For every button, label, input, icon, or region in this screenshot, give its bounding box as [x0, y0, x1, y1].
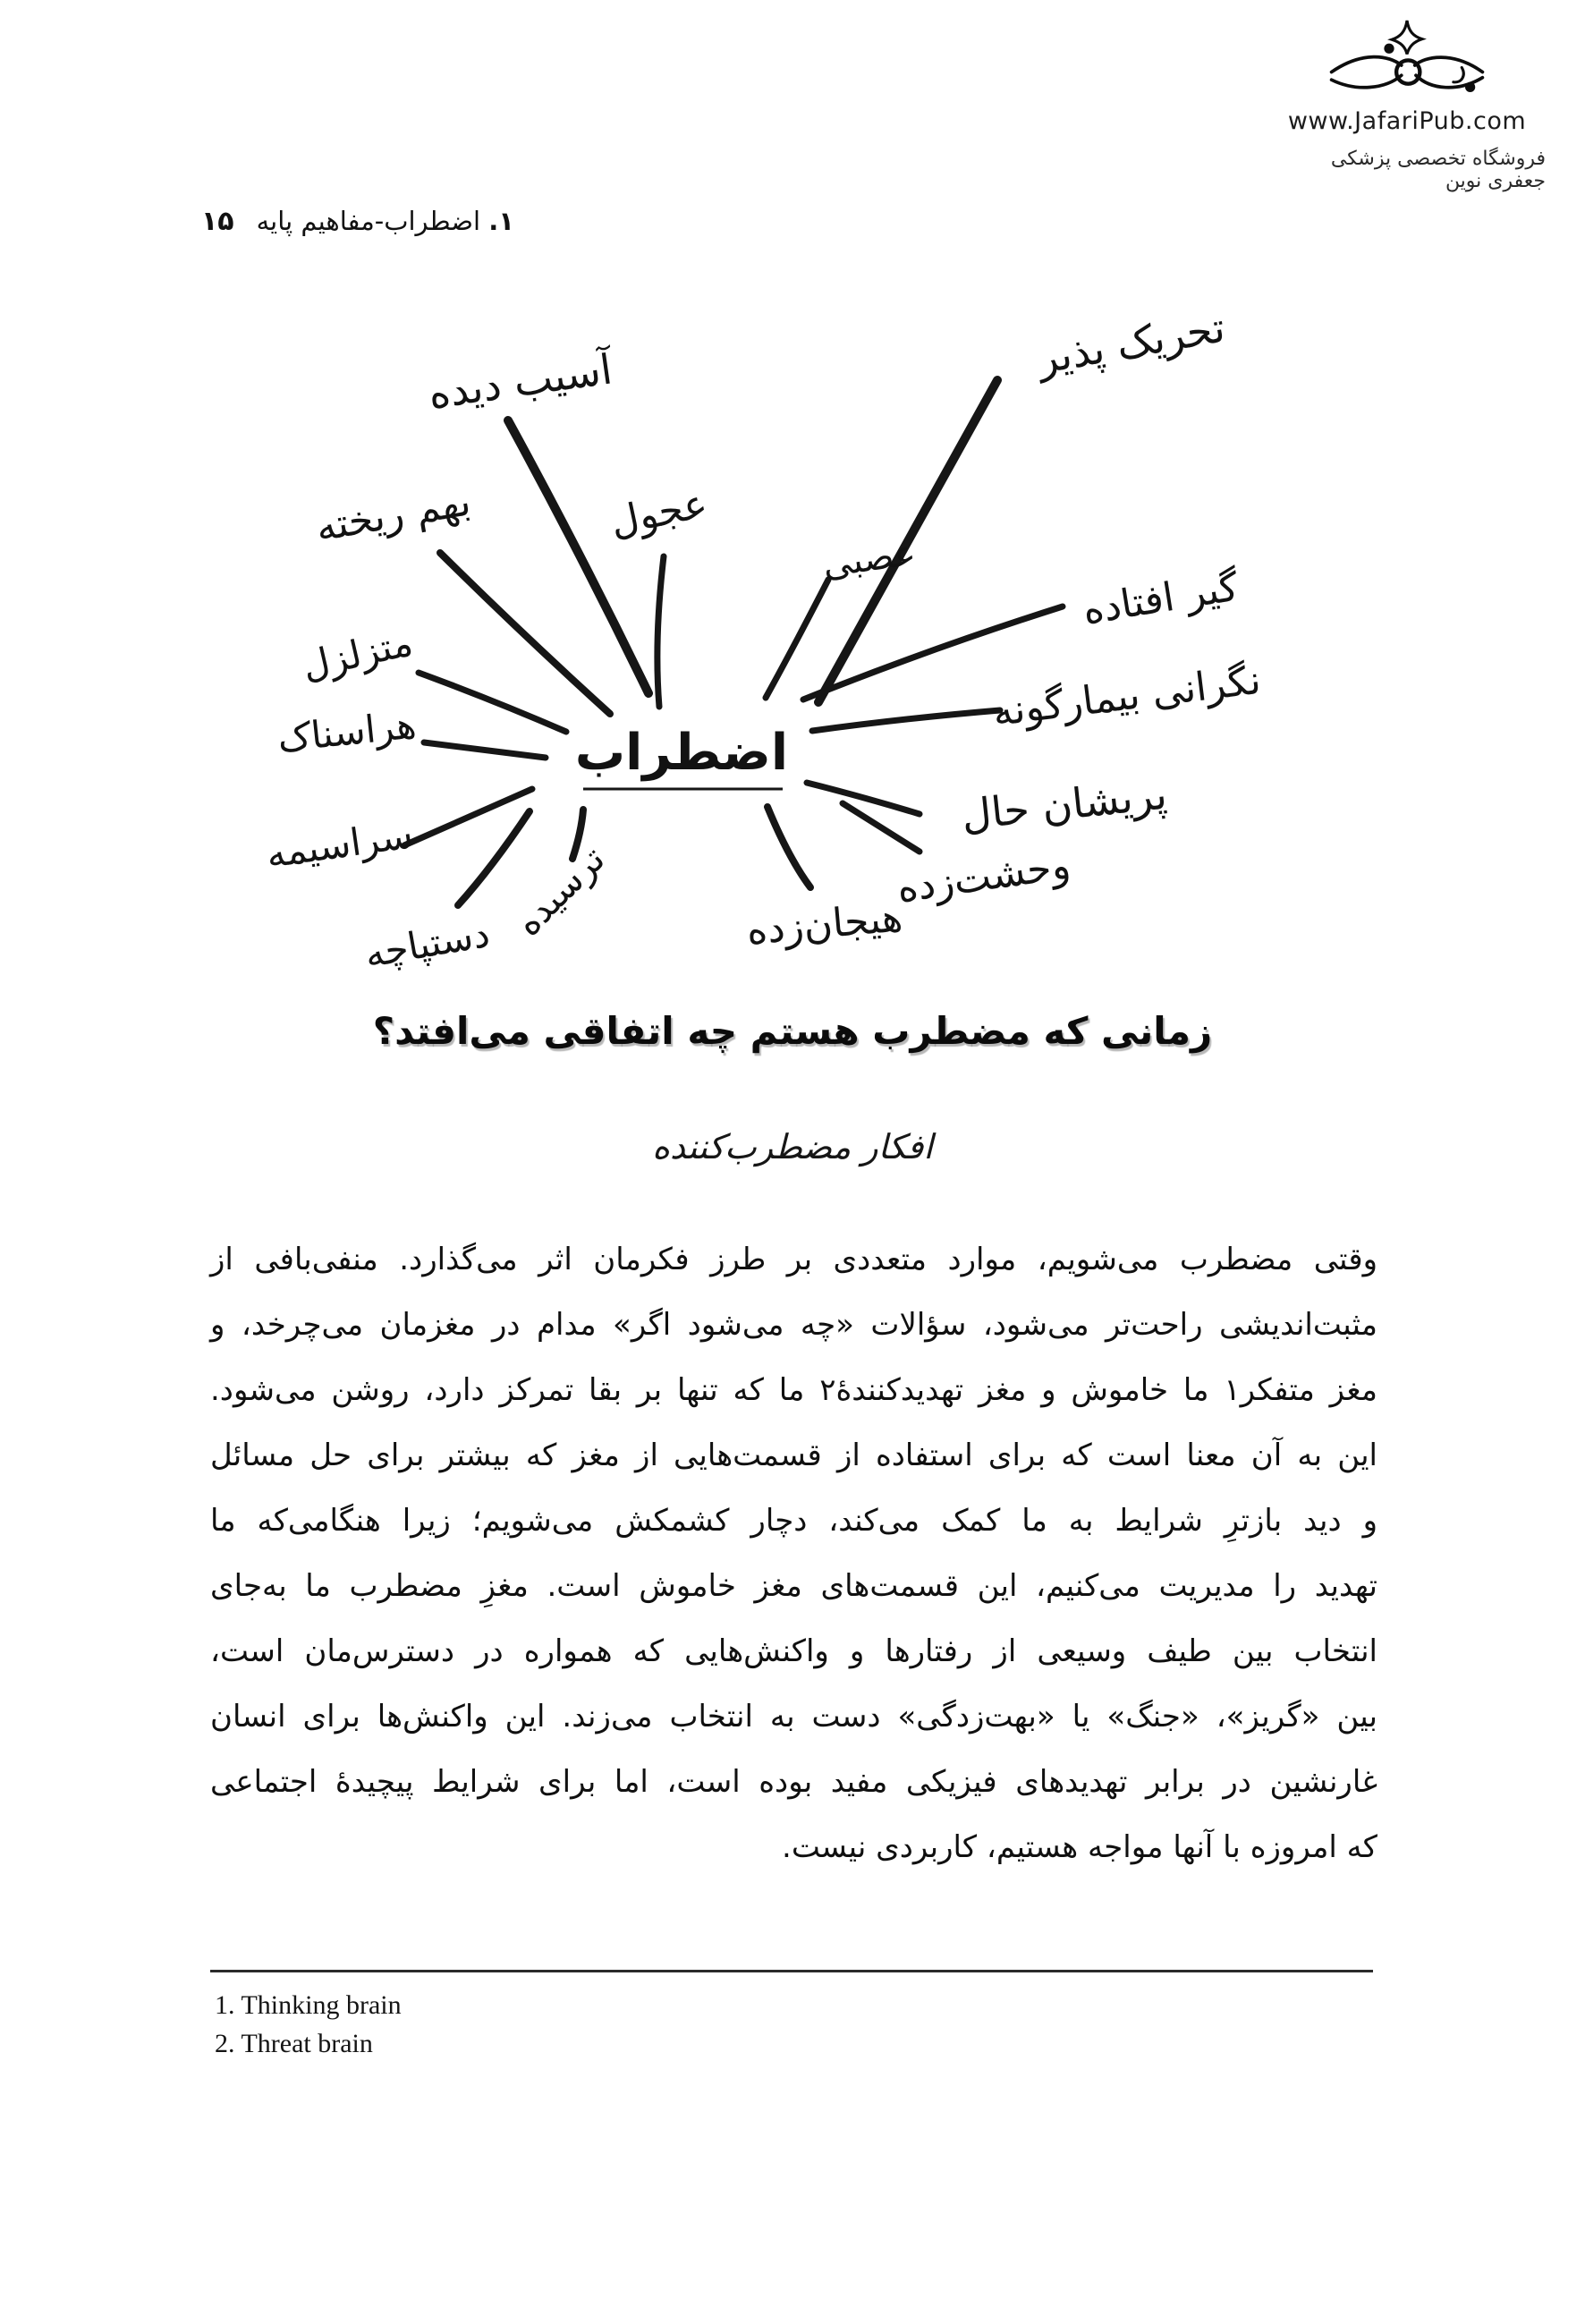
running-header	[201, 206, 514, 237]
node-label: سراسیمه	[263, 812, 416, 877]
node-label: تحریک پذیر	[1033, 302, 1229, 384]
node-label: پریشان حال	[959, 769, 1169, 840]
sub-heading: افکار مضطرب‌کننده	[652, 1127, 933, 1166]
footnote-item: 2. Threat brain	[215, 2029, 373, 2058]
publisher-logo	[1268, 16, 1546, 192]
publisher-caption: فروشگاه تخصصی پزشکی جعفری نوین	[1330, 148, 1546, 192]
body-line: مثبت‌اندیشی راحت‌تر می‌شود، سؤالات «چه می‌شود اگر» مدام در مغزمان می‌چرخد، و	[210, 1307, 1377, 1343]
node-label: دستپاچه	[361, 911, 493, 977]
node-label: عجول	[606, 480, 712, 546]
section-heading: زمانی که مضطرب هستم چه اتفاقی می‌افتد؟	[372, 1009, 1213, 1053]
chapter-number: ۱.	[488, 206, 514, 236]
chapter-reference	[257, 206, 514, 236]
mindmap-node-labels	[264, 303, 1264, 978]
node-label: گیر افتاده	[1080, 564, 1242, 634]
node-label: هراسناک	[275, 702, 419, 761]
mindmap-center-label: اضطراب	[574, 724, 789, 783]
footnote-item: 1. Thinking brain	[215, 1990, 402, 2020]
node-label: بهم ریخته	[312, 479, 474, 551]
calligraphy-ornament-icon	[1304, 16, 1510, 106]
node-label: ترسیده	[507, 838, 614, 945]
node-label: آسیب دیده	[425, 344, 615, 419]
body-line: و دید بازترِ شرایط به ما کمک می‌کند، دچار کشمکش می‌شویم؛ زیرا هنگامی‌که ما	[210, 1503, 1377, 1539]
body-line: مغز متفکر۱ ما خاموش و مغز تهدیدکنندهٔ۲ ما که تنها بر بقا تمرکز دارد، روشن می‌شود.	[210, 1372, 1378, 1408]
node-label: متزلزل	[297, 620, 417, 688]
body-line: وقتی مضطرب می‌شویم، موارد متعددی بر طرز فکرمان اثر می‌گذارد. منفی‌بافی از	[210, 1242, 1377, 1277]
chapter-title: اضطراب-مفاهیم پایه	[256, 206, 481, 236]
body-line: انتخاب بین طیف وسیعی از رفتارها و واکنش‌هایی که همواره در دسترس‌مان است،	[210, 1633, 1377, 1669]
body-line: غارنشین در برابر تهدیدهای فیزیکی مفید بوده است، اما برای شرایط پیچیدهٔ اجتماعی	[210, 1764, 1377, 1800]
anxiety-mindmap-diagram	[0, 295, 1585, 1011]
publisher-url: www.JafariPub.com	[1287, 107, 1527, 135]
node-label: وحشت‌زده	[894, 842, 1073, 912]
footnotes	[215, 1986, 930, 2063]
body-line: بین «گریز»، «جنگ» یا «بهت‌زدگی» دست به انتخاب می‌زند. این واکنش‌ها برای انسان	[210, 1699, 1377, 1735]
body-line: این به آن معنا است که برای استفاده از قسمت‌هایی از مغز که بیشتر برای حل مسائل	[210, 1438, 1377, 1473]
page-number: ۱۵	[201, 206, 234, 237]
footnote-divider	[210, 1970, 1373, 1972]
node-label: نگرانی بیمارگونه	[990, 657, 1264, 736]
node-label: هیجان‌زده	[744, 895, 904, 954]
body-paragraph	[210, 1227, 1377, 1880]
body-line: که امروزه با آنها مواجه هستیم، کاربردی نیست.	[782, 1829, 1377, 1865]
node-label: عصبی	[820, 532, 919, 587]
body-line: تهدید را مدیریت می‌کنیم، این قسمت‌های مغز خاموش است. مغزِ مضطرب ما به‌جای	[210, 1568, 1377, 1604]
